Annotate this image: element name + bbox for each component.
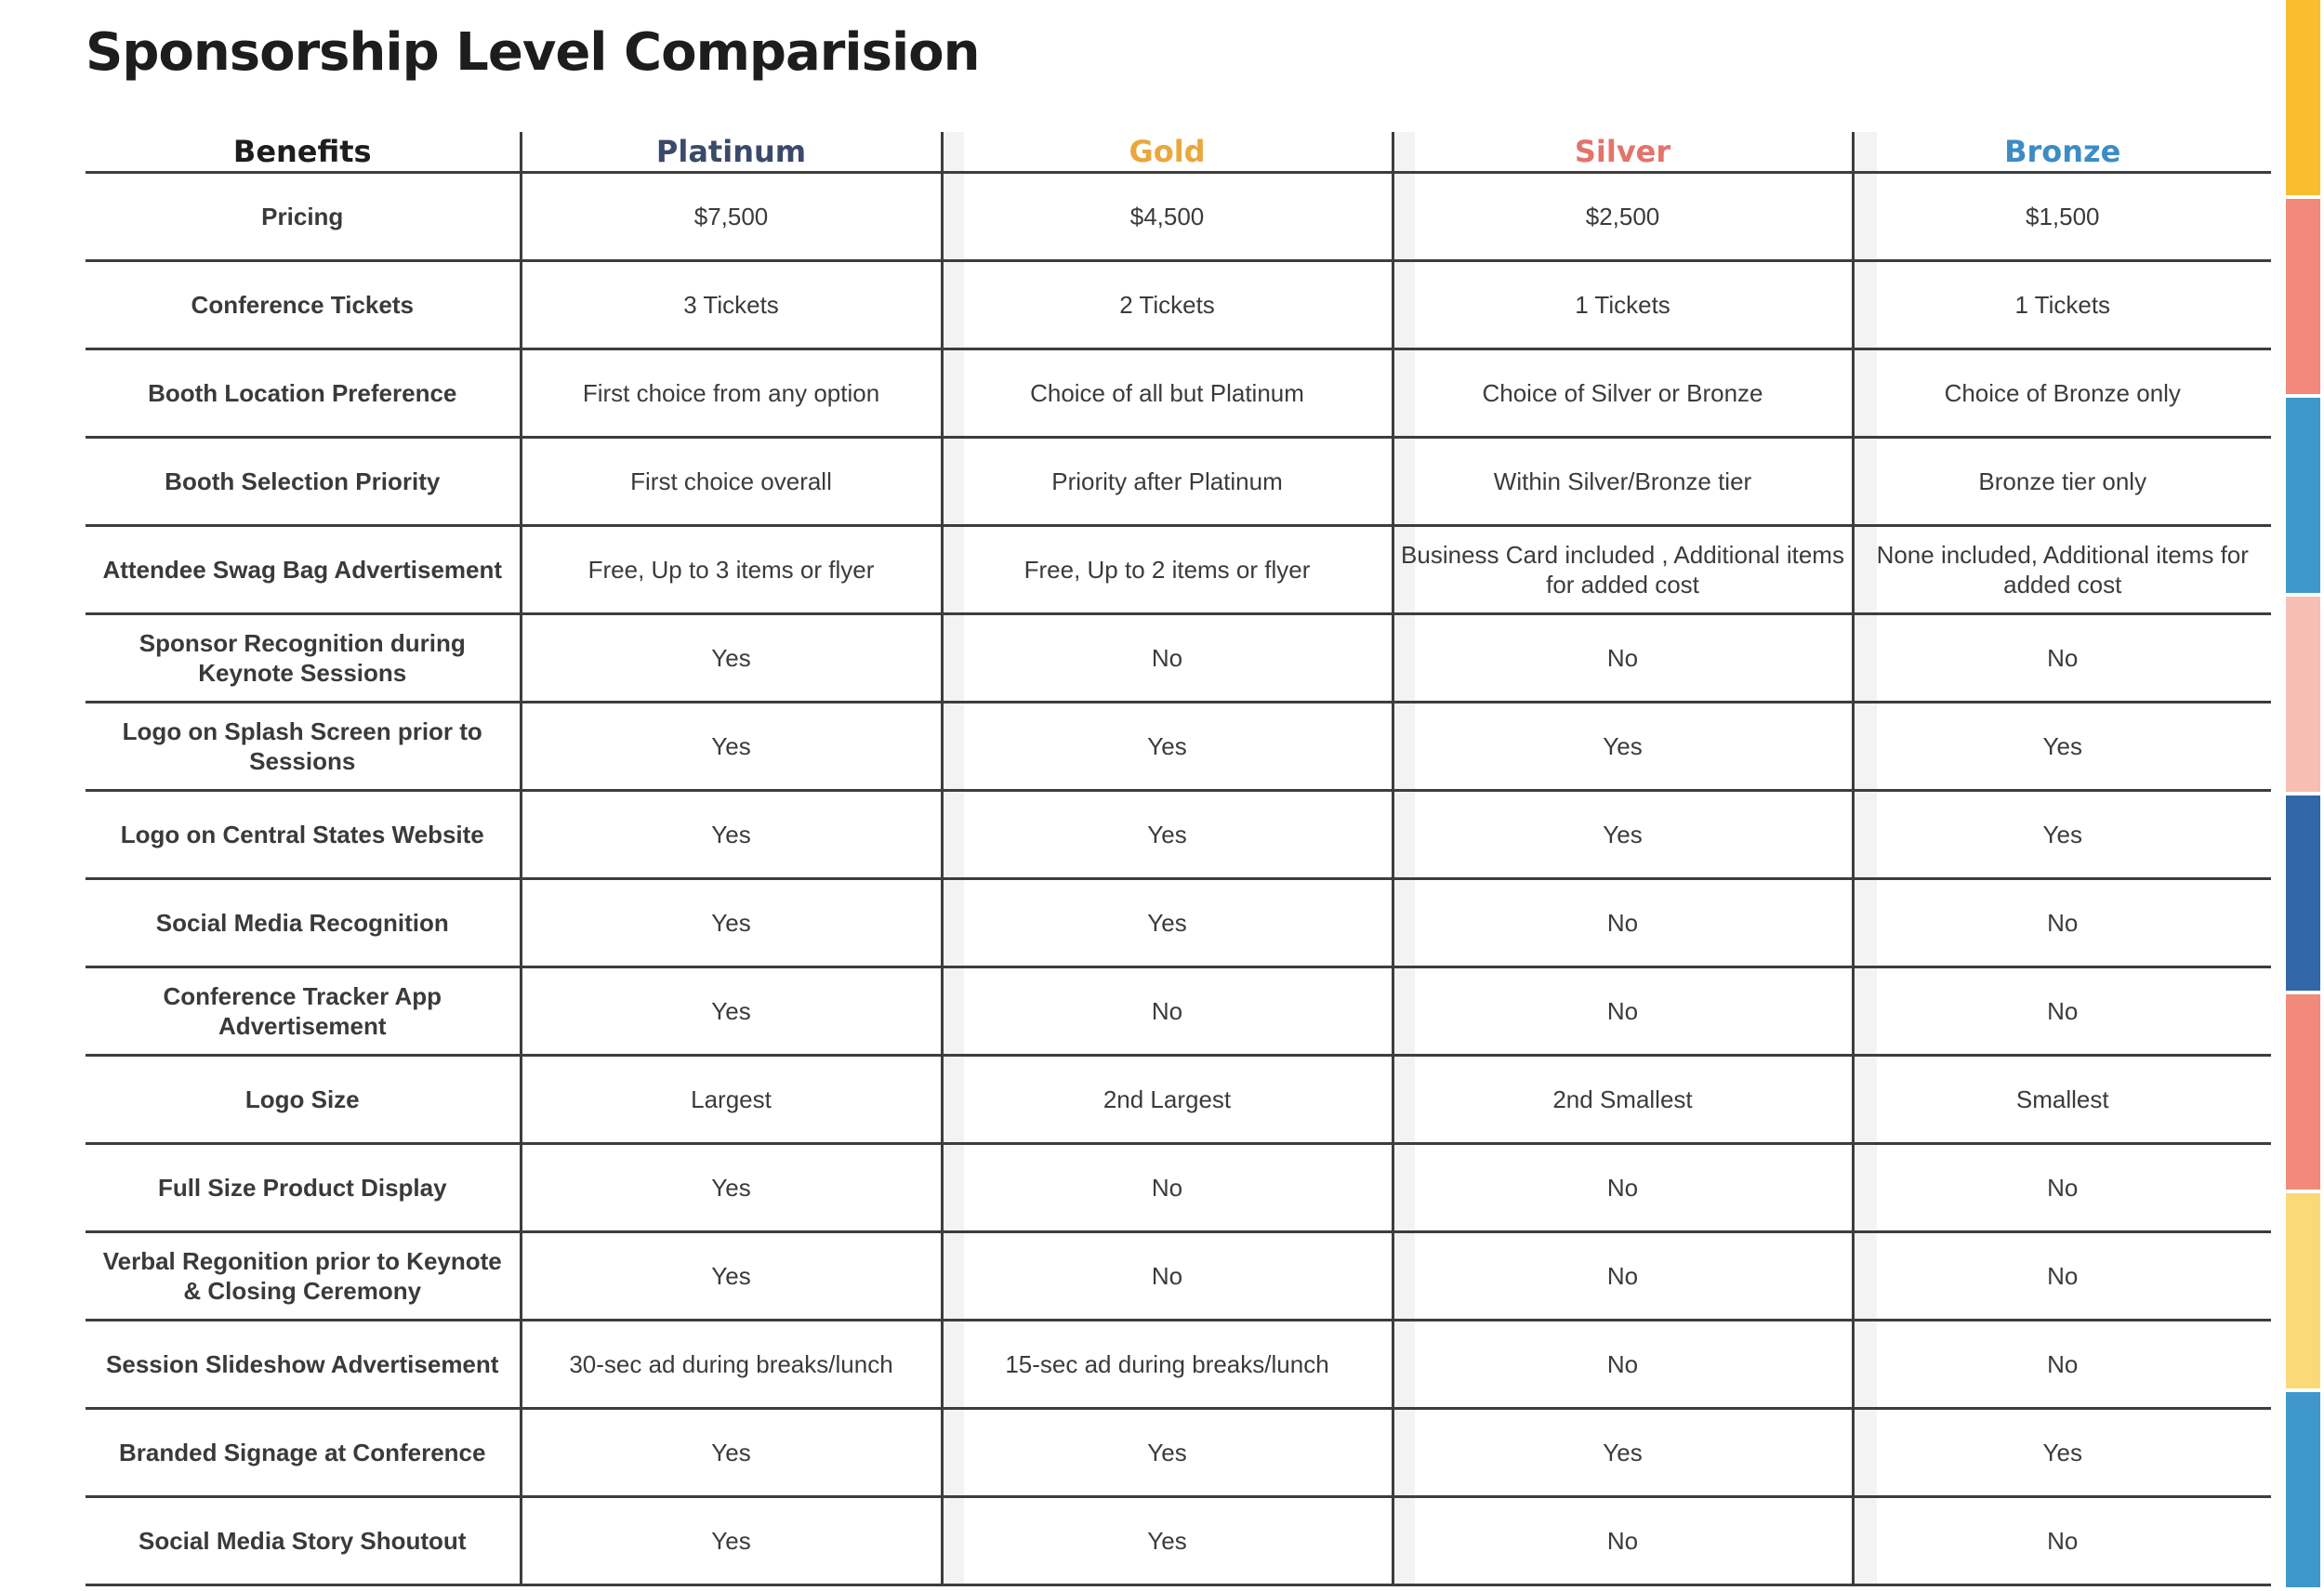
bronze-value: 1 Tickets	[1853, 261, 2271, 349]
silver-value: No	[1393, 1232, 1853, 1321]
silver-value: No	[1393, 1497, 1853, 1585]
platinum-value: Yes	[521, 879, 942, 967]
gold-value: Yes	[942, 791, 1393, 879]
benefit-label: Conference Tickets	[86, 261, 521, 349]
silver-value: 1 Tickets	[1393, 261, 1853, 349]
table-row	[86, 791, 2271, 879]
gold-value: No	[942, 1144, 1393, 1232]
benefit-label: Session Slideshow Advertisement	[86, 1321, 521, 1409]
silver-value: No	[1393, 967, 1853, 1056]
bronze-value: None included, Additional items for added cost	[1853, 526, 2271, 614]
silver-value: No	[1393, 1321, 1853, 1409]
benefit-label: Logo on Central States Website	[86, 791, 521, 879]
platinum-value: Yes	[521, 1232, 942, 1321]
table-body	[86, 173, 2271, 1585]
bronze-value: No	[1853, 967, 2271, 1056]
gold-value: Yes	[942, 1497, 1393, 1585]
gold-value: No	[942, 1232, 1393, 1321]
side-strip-segment	[2286, 796, 2320, 991]
platinum-value: $7,500	[521, 173, 942, 261]
gold-value: Choice of all but Platinum	[942, 349, 1393, 438]
gold-value: Yes	[942, 1409, 1393, 1497]
bronze-value: No	[1853, 614, 2271, 703]
bronze-value: No	[1853, 879, 2271, 967]
benefit-label: Social Media Recognition	[86, 879, 521, 967]
silver-value: Yes	[1393, 703, 1853, 791]
table-row	[86, 349, 2271, 438]
table-row	[86, 967, 2271, 1056]
page-title: Sponsorship Level Comparision	[86, 22, 980, 83]
side-strip-segment	[2286, 199, 2320, 394]
silver-value: Yes	[1393, 1409, 1853, 1497]
side-strip-segment	[2286, 597, 2320, 792]
gold-value: Free, Up to 2 items or flyer	[942, 526, 1393, 614]
bronze-value: Choice of Bronze only	[1853, 349, 2271, 438]
platinum-value: Largest	[521, 1056, 942, 1144]
bronze-value: No	[1853, 1321, 2271, 1409]
table-row	[86, 614, 2271, 703]
table-row	[86, 1409, 2271, 1497]
benefit-label: Branded Signage at Conference	[86, 1409, 521, 1497]
platinum-value: Yes	[521, 1144, 942, 1232]
silver-value: Choice of Silver or Bronze	[1393, 349, 1853, 438]
platinum-value: 3 Tickets	[521, 261, 942, 349]
side-strip-segment	[2286, 398, 2320, 593]
header-row	[86, 132, 2271, 173]
gold-value: No	[942, 967, 1393, 1056]
bronze-value: $1,500	[1853, 173, 2271, 261]
bronze-value: Yes	[1853, 791, 2271, 879]
benefit-label: Attendee Swag Bag Advertisement	[86, 526, 521, 614]
bronze-value: No	[1853, 1497, 2271, 1585]
header-platinum: Platinum	[521, 132, 942, 173]
bronze-value: Yes	[1853, 703, 2271, 791]
table-row	[86, 526, 2271, 614]
silver-value: $2,500	[1393, 173, 1853, 261]
platinum-value: Yes	[521, 1497, 942, 1585]
gold-value: 2 Tickets	[942, 261, 1393, 349]
side-strip-segment	[2286, 1392, 2320, 1587]
platinum-value: 30-sec ad during breaks/lunch	[521, 1321, 942, 1409]
side-strip-segment	[2286, 994, 2320, 1190]
table-row	[86, 438, 2271, 526]
gold-value: 15-sec ad during breaks/lunch	[942, 1321, 1393, 1409]
benefit-label: Conference Tracker App Advertisement	[86, 967, 521, 1056]
platinum-value: Yes	[521, 614, 942, 703]
side-strip-segment	[2286, 1193, 2320, 1388]
table-row	[86, 879, 2271, 967]
platinum-value: Yes	[521, 791, 942, 879]
table-row	[86, 1056, 2271, 1144]
side-color-strip	[2286, 0, 2324, 1591]
silver-value: No	[1393, 1144, 1853, 1232]
benefit-label: Full Size Product Display	[86, 1144, 521, 1232]
benefit-label: Booth Location Preference	[86, 349, 521, 438]
table-row	[86, 173, 2271, 261]
gold-value: No	[942, 614, 1393, 703]
bronze-value: No	[1853, 1232, 2271, 1321]
platinum-value: Yes	[521, 703, 942, 791]
platinum-value: First choice overall	[521, 438, 942, 526]
gold-value: Yes	[942, 879, 1393, 967]
comparison-table-wrap	[86, 132, 2271, 1586]
bronze-value: Bronze tier only	[1853, 438, 2271, 526]
table-row	[86, 1321, 2271, 1409]
gold-value: Priority after Platinum	[942, 438, 1393, 526]
header-silver: Silver	[1393, 132, 1853, 173]
platinum-value: Yes	[521, 967, 942, 1056]
bronze-value: Smallest	[1853, 1056, 2271, 1144]
benefit-label: Logo Size	[86, 1056, 521, 1144]
table-row	[86, 261, 2271, 349]
benefit-label: Logo on Splash Screen prior to Sessions	[86, 703, 521, 791]
silver-value: 2nd Smallest	[1393, 1056, 1853, 1144]
table-row	[86, 703, 2271, 791]
header-gold: Gold	[942, 132, 1393, 173]
silver-value: No	[1393, 879, 1853, 967]
benefit-label: Booth Selection Priority	[86, 438, 521, 526]
gold-value: Yes	[942, 703, 1393, 791]
silver-value: No	[1393, 614, 1853, 703]
silver-value: Within Silver/Bronze tier	[1393, 438, 1853, 526]
silver-value: Yes	[1393, 791, 1853, 879]
side-strip-segment	[2286, 0, 2320, 195]
silver-value: Business Card included , Additional items for added cost	[1393, 526, 1853, 614]
benefit-label: Verbal Regonition prior to Keynote & Closing Ceremony	[86, 1232, 521, 1321]
benefit-label: Sponsor Recognition during Keynote Sessions	[86, 614, 521, 703]
table-row	[86, 1232, 2271, 1321]
table-row	[86, 1497, 2271, 1585]
platinum-value: Free, Up to 3 items or flyer	[521, 526, 942, 614]
platinum-value: First choice from any option	[521, 349, 942, 438]
gold-value: 2nd Largest	[942, 1056, 1393, 1144]
bronze-value: Yes	[1853, 1409, 2271, 1497]
platinum-value: Yes	[521, 1409, 942, 1497]
header-bronze: Bronze	[1853, 132, 2271, 173]
gold-value: $4,500	[942, 173, 1393, 261]
benefit-label: Social Media Story Shoutout	[86, 1497, 521, 1585]
sponsorship-comparison-table	[86, 132, 2271, 1586]
bronze-value: No	[1853, 1144, 2271, 1232]
benefit-label: Pricing	[86, 173, 521, 261]
header-benefits: Benefits	[86, 132, 521, 173]
table-row	[86, 1144, 2271, 1232]
